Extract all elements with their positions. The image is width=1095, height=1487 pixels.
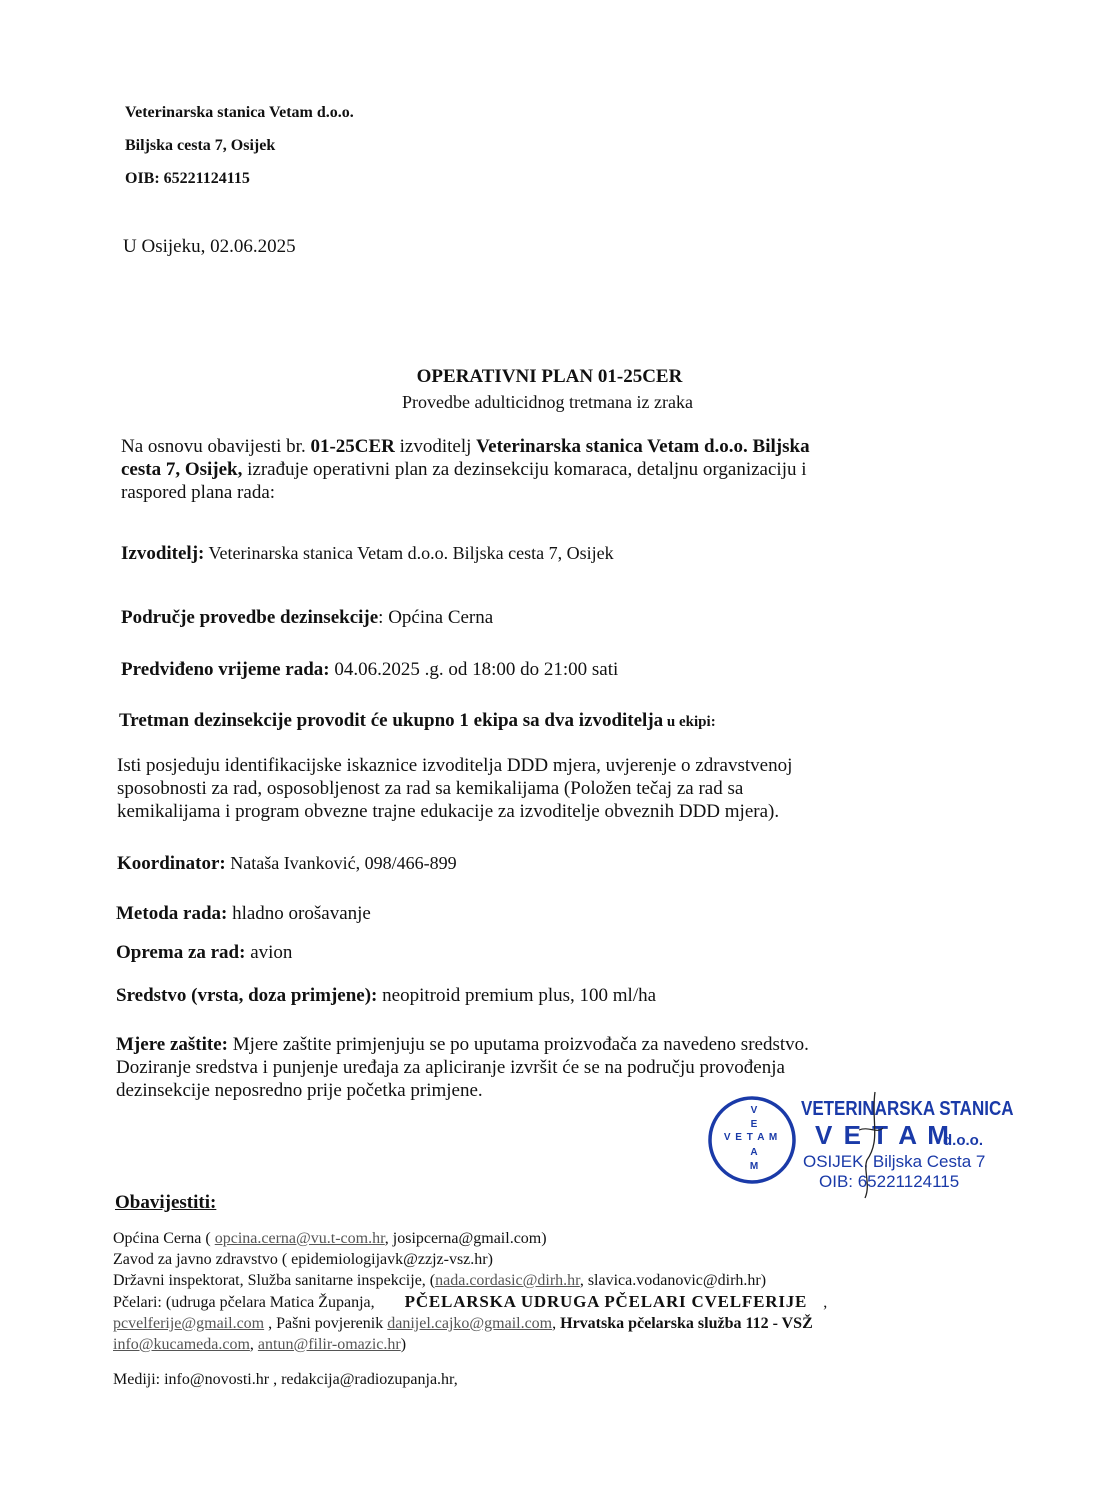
list-item: Državni inspektorat, Služba sanitarne inspekcije, (nada.cordasic@dirh.hr, slavica.vodanovic@dirh.hr) (113, 1272, 767, 1289)
stamp-ring-letters: V E A M (749, 1105, 759, 1172)
field-value: : Općina Cerna (378, 607, 494, 628)
company-address: cesta 7, Osijek, (121, 459, 243, 480)
company-name: Veterinarska stanica Vetam d.o.o. Biljska (476, 436, 810, 457)
email-link[interactable]: pcvelferije@gmail.com (113, 1315, 265, 1332)
field-izvoditelj (121, 543, 614, 565)
field-label: Sredstvo (vrsta, doza primjene): (116, 985, 378, 1006)
field-label: Izvoditelj: (121, 543, 205, 564)
mjere-line: dezinsekcije neposredno prije početka primjene. (116, 1080, 483, 1101)
field-value: Mjere zaštite primjenjuju se po uputama proizvođača za navedeno sredstvo. (228, 1034, 809, 1055)
field-oprema (116, 942, 292, 964)
email-link[interactable]: info@kucameda.com (113, 1336, 250, 1353)
email-link[interactable]: danijel.cajko@gmail.com (387, 1315, 553, 1332)
field-label: Koordinator: (117, 853, 226, 874)
plan-reference: 01-25CER (310, 436, 395, 457)
notify-heading: Obavijestiti: (115, 1192, 217, 1213)
list-item: Mediji: info@novosti.hr , redakcija@radiozupanja.hr, (113, 1371, 458, 1388)
intro-text: Na osnovu obavijesti br. (121, 436, 311, 457)
email-link[interactable]: nada.cordasic@dirh.hr (435, 1272, 580, 1289)
field-vrijeme (121, 659, 618, 681)
field-tretman (119, 710, 716, 732)
field-value: Veterinarska stanica Vetam d.o.o. Biljska cesta 7, Osijek (204, 543, 614, 563)
stamp-line-2b: d.o.o. (943, 1132, 983, 1149)
field-value: Nataša Ivanković, 098/466-899 (225, 853, 457, 873)
notify-list (113, 1228, 993, 1390)
field-value: 04.06.2025 .g. od 18:00 do 21:00 sati (329, 659, 619, 680)
list-item: pcvelferije@gmail.com , Pašni povjerenik danijel.cajko@gmail.com, Hrvatska pčelarska služba 112 - VSŽ (113, 1315, 813, 1332)
email-link[interactable]: opcina.cerna@vu.t-com.hr (214, 1230, 385, 1247)
field-label: Predviđeno vrijeme rada: (121, 659, 330, 680)
intro-paragraph (121, 435, 961, 504)
tretman-line: Isti posjeduju identifikacijske iskaznice izvoditelja DDD mjera, uvjerenje o zdravstvenoj (117, 755, 793, 776)
field-label: Mjere zaštite: (116, 1034, 228, 1055)
list-item: Zavod za javno zdravstvo ( epidemiologijavk@zzjz-vsz.hr) (113, 1251, 493, 1268)
email-link[interactable]: antun@filir-omazic.hr (257, 1336, 401, 1353)
list-item: Općina Cerna ( opcina.cerna@vu.t-com.hr, josipcerna@gmail.com) (113, 1230, 547, 1247)
field-metoda (116, 903, 371, 925)
intro-text: raspored plana rada: (121, 482, 276, 503)
field-label: Područje provedbe dezinsekcije (121, 607, 379, 628)
tretman-description (117, 754, 977, 823)
intro-text: izvoditelj (394, 436, 477, 457)
field-label-suffix: u ekipi: (663, 714, 716, 730)
field-podrucje (121, 607, 493, 629)
field-sredstvo (116, 985, 656, 1007)
stamp-line-4: OIB: 65221124115 (819, 1172, 960, 1191)
stamp-ring-horizontal: V E T A M (723, 1132, 779, 1143)
stamp-line-1: VETERINARSKA STANICA (801, 1098, 1014, 1120)
sender-address: Biljska cesta 7, Osijek (125, 137, 276, 154)
document-subtitle: Provedbe adulticidnog tretmana iz zraka (402, 392, 693, 412)
field-label: Tretman dezinsekcije provodit će ukupno 1 ekipa sa dva izvoditelja (119, 710, 664, 731)
tretman-line: sposobnosti za rad, osposobljenost za rad sa kemikalijama (Položen tečaj za rad sa (117, 778, 744, 799)
list-item: info@kucameda.com, antun@filir-omazic.hr) (113, 1336, 407, 1353)
field-value: hladno orošavanje (227, 903, 371, 924)
place-date: U Osijeku, 02.06.2025 (123, 236, 296, 257)
field-value: neopitroid premium plus, 100 ml/ha (377, 985, 657, 1006)
signature-icon (853, 1090, 893, 1200)
stamp-line-2: V E T A M (815, 1120, 951, 1150)
field-koordinator (117, 853, 457, 875)
mjere-line: Doziranje sredstva i punjenje uređaja za apliciranje izvršit će se na području provođenja (116, 1057, 785, 1078)
sender-name: Veterinarska stanica Vetam d.o.o. (125, 104, 354, 121)
tretman-line: kemikalijama i program obvezne trajne edukacije za izvoditelje obveznih DDD mjera). (117, 801, 780, 822)
intro-text: izrađuje operativni plan za dezinsekciju komaraca, detaljnu organizaciju i (242, 459, 807, 480)
company-stamp (703, 1090, 1013, 1200)
field-value: avion (245, 942, 293, 963)
document-title: OPERATIVNI PLAN 01-25CER (416, 366, 683, 387)
sender-oib: OIB: 65221124115 (125, 170, 250, 187)
list-item: Pčelari: (udruga pčelara Matica Županja, PČELARSKA UDRUGA PČELARI CVELFERIJE , (113, 1292, 828, 1311)
field-label: Metoda rada: (116, 903, 228, 924)
stamp-line-3: OSIJEK, Biljska Cesta 7 (803, 1152, 986, 1171)
field-label: Oprema za rad: (116, 942, 246, 963)
